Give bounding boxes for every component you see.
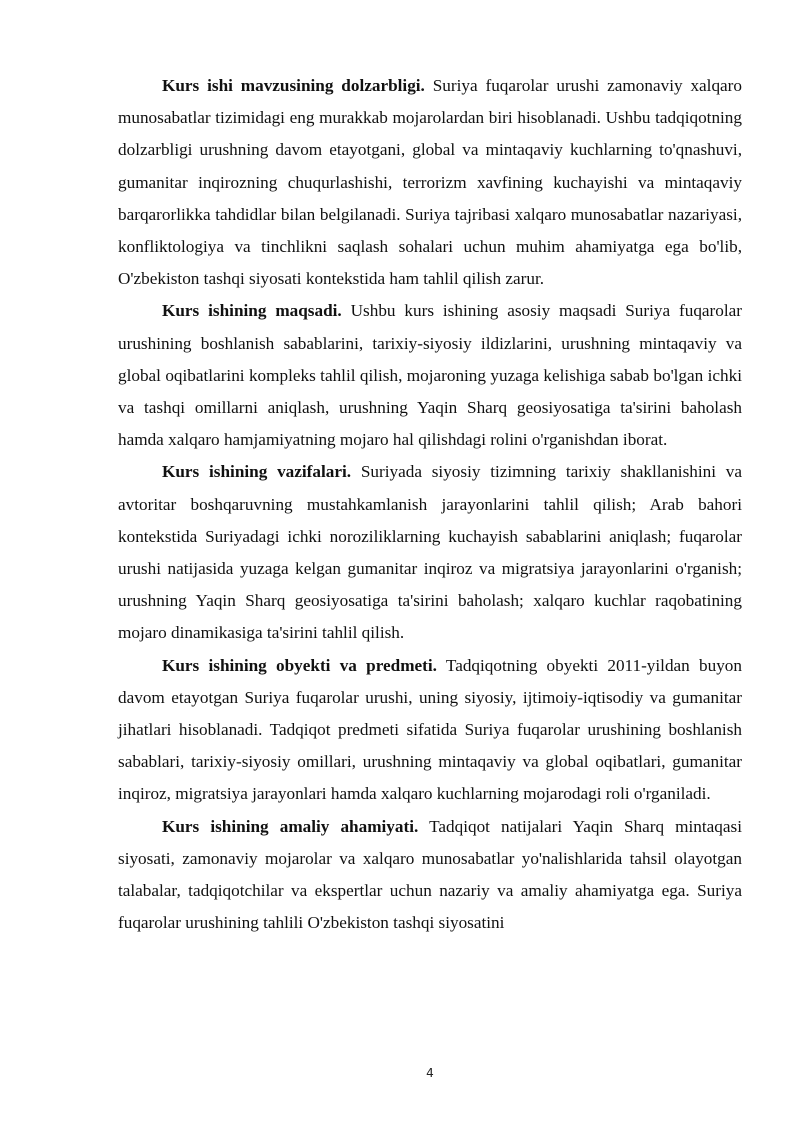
heading-relevance: Kurs ishi mavzusining dolzarbligi. — [162, 76, 425, 95]
text-object-subject: Tadqiqotning obyekti 2011-yildan buyon davom etayotgan Suriya fuqarolar urushi, uning siyosiy, ijtimoiy-iqtisodiy va gumanitar jihatlari hisoblanadi. Tadqiqot predmeti sifatida Suriya fuqarolar urushining boshlanish sabablari, tarixiy-siyosiy omillari, urushning mintaqaviy va global oqibatlari, gumanitar inqiroz, migratsiya jarayonlari hamda xalqaro kuchlarning mojarodagi roli o'rganiladi. — [118, 655, 742, 804]
paragraph-relevance — [118, 70, 742, 295]
page-number: 4 — [426, 1066, 434, 1080]
paragraph-practical-significance — [118, 811, 742, 940]
document-page — [118, 70, 742, 939]
paragraph-goal — [118, 295, 742, 456]
text-goal: Ushbu kurs ishining asosiy maqsadi Suriya fuqarolar urushining boshlanish sabablarini, tarixiy-siyosiy ildizlarini, urushning mintaqaviy va global oqibatlarini kompleks tahlil qilish, mojaroning yuzaga kelishiga sabab bo'lgan ichki va tashqi omillarni aniqlash, urushning Yaqin Sharq geosiyosatiga ta'sirini baholash hamda xalqaro hamjamiyatning mojaro hal qilishdagi rolini o'rganishdan iborat. — [118, 301, 742, 450]
heading-practical-significance: Kurs ishining amaliy ahamiyati. — [162, 816, 419, 836]
text-relevance: Suriya fuqarolar urushi zamonaviy xalqaro munosabatlar tizimidagi eng murakkab mojarolardan biri hisoblanadi. Ushbu tadqiqotning dolzarbligi urushning davom etayotgani, global va mintaqaviy kuchlarning to'qnashuvi, gumanitar inqirozning chuqurlashishi, terrorizm xavfining kuchayishi va mintaqaviy barqarorlikka tahdidlar bilan belgilanadi. Suriya tajribasi xalqaro munosabatlar nazariyasi, konfliktologiya va tinchlikni saqlash sohalari uchun muhim ahamiyatga ega bo'lib, O'zbekiston tashqi siyosati kontekstida ham tahlil qilish zarur. — [118, 76, 742, 289]
text-tasks: Suriyada siyosiy tizimning tarixiy shakllanishini va avtoritar boshqaruvning mustahkamlanish jarayonlarini tahlil qilish; Arab bahori kontekstida Suriyadagi ichki noroziliklarning kuchayish sabablarini aniqlash; fuqarolar urushi natijasida yuzaga kelgan gumanitar inqiroz va migratsiya jarayonlarini o'rganish; urushning Yaqin Sharq geosiyosatiga ta'sirini baholash; xalqaro kuchlar raqobatining mojaro dinamikasiga ta'sirini tahlil qilish. — [118, 462, 742, 643]
paragraph-object-subject — [118, 650, 742, 811]
heading-object-subject: Kurs ishining obyekti va predmeti. — [162, 655, 437, 675]
paragraph-tasks — [118, 456, 742, 649]
heading-goal: Kurs ishining maqsadi. — [162, 301, 342, 321]
text-practical-significance: Tadqiqot natijalari Yaqin Sharq mintaqasi siyosati, zamonaviy mojarolar va xalqaro munosabatlar yo'nalishlarida tahsil olayotgan talabalar, tadqiqotchilar va ekspertlar uchun nazariy va amaliy ahamiyatga ega. Suriya fuqarolar urushining tahlili O'zbekiston tashqi siyosatini — [118, 816, 742, 933]
heading-tasks: Kurs ishining vazifalari. — [162, 462, 352, 482]
